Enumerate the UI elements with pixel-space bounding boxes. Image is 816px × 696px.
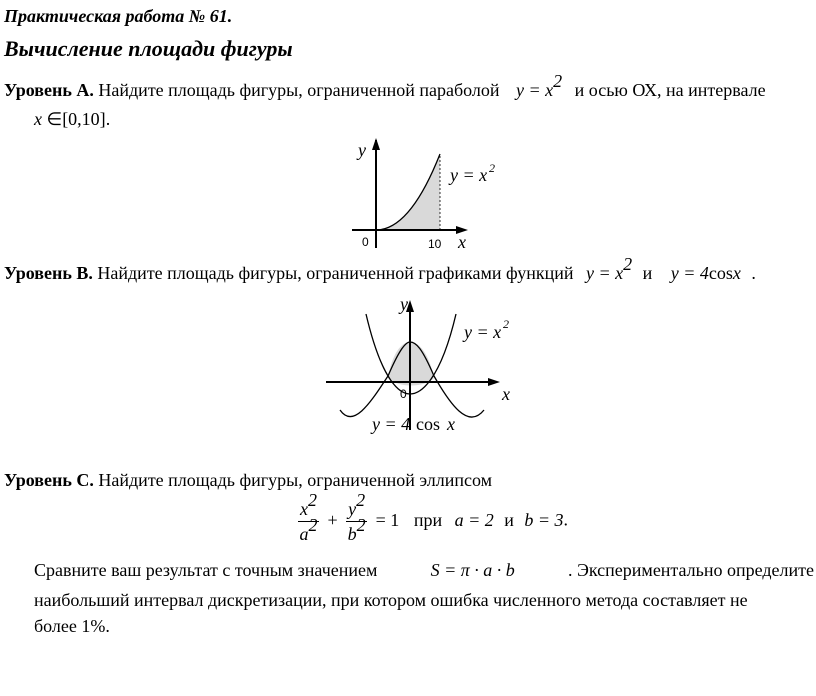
level-b-f1: $y = x^2$ xyxy=(586,254,633,283)
level-b-parabola-label: y = x xyxy=(464,322,502,342)
level-b-x-arrow xyxy=(488,378,500,386)
level-b-cos-label-lhs: y = 4 xyxy=(372,414,411,434)
level-a-curve-exp: 2 xyxy=(489,161,495,175)
level-c-line3: более 1%. xyxy=(34,616,110,636)
level-b-label: Уровень B. xyxy=(4,263,93,283)
exact-area-formula: S = π · a · b xyxy=(430,560,515,580)
level-b-line: Уровень B. Найдите площадь фигуры, ограниченной графиками функций $y = x^2$ и y = 4cosx . xyxy=(4,254,756,283)
level-b-cos-label-var: x xyxy=(447,414,455,434)
level-a-tick-10: 10 xyxy=(428,237,442,251)
level-a-y-label: y xyxy=(358,140,366,160)
worksheet-subtitle: Вычисление площади фигуры xyxy=(4,36,293,61)
level-b-graph xyxy=(320,290,520,440)
level-a-label: Уровень А. xyxy=(4,80,94,100)
level-a-text2: и осью ОХ, на интервале xyxy=(574,80,766,100)
level-a-origin: 0 xyxy=(362,235,369,249)
level-a-shaded-area xyxy=(376,156,440,230)
level-b-and: и xyxy=(642,263,653,283)
level-a-x-label: x xyxy=(458,232,466,252)
level-a-line1 xyxy=(4,71,766,101)
level-a-curve-label: y = x xyxy=(450,165,488,185)
level-c-line xyxy=(4,470,492,491)
worksheet-title: Практическая работа № 61. xyxy=(4,6,233,26)
fraction-x2-a2: $\frac{x^2}{a^2}$ xyxy=(299,490,318,544)
level-a-interval: x ∈[0,10]. xyxy=(34,109,111,129)
level-c-text1: Найдите площадь фигуры, ограниченной эллипсом xyxy=(98,470,493,490)
level-b-text1: Найдите площадь фигуры, ограниченной графиками функций xyxy=(97,263,574,283)
level-b-f2: y = 4cosx xyxy=(670,263,741,283)
level-b-x-label: x xyxy=(502,384,510,404)
level-b-origin: 0 xyxy=(400,387,407,401)
level-a-formula: $y = x^2$ xyxy=(516,71,563,100)
level-b-y-label: y xyxy=(400,294,408,314)
level-c-compare: Сравните ваш результат с точным значением S = π · a · b . Экспериментально определите xyxy=(34,560,814,580)
ellipse-equation: $\frac{x^2}{a^2}$ + $\frac{y^2}{b^2}$ = 1 при a = 2 и b = 3. xyxy=(299,490,569,544)
level-a-text1: Найдите площадь фигуры, ограниченной параболой xyxy=(98,80,500,100)
level-a-graph xyxy=(340,136,500,254)
level-b-cos-label-cos: cos xyxy=(416,414,440,434)
level-a-y-arrow xyxy=(372,138,380,150)
level-b-parabola-exp: 2 xyxy=(503,317,509,331)
fraction-y2-b2: $\frac{y^2}{b^2}$ xyxy=(347,490,366,544)
level-c-label: Уровень С. xyxy=(4,470,94,490)
level-c-line2: наибольший интервал дискретизации, при котором ошибка численного метода составляет не xyxy=(34,590,748,610)
